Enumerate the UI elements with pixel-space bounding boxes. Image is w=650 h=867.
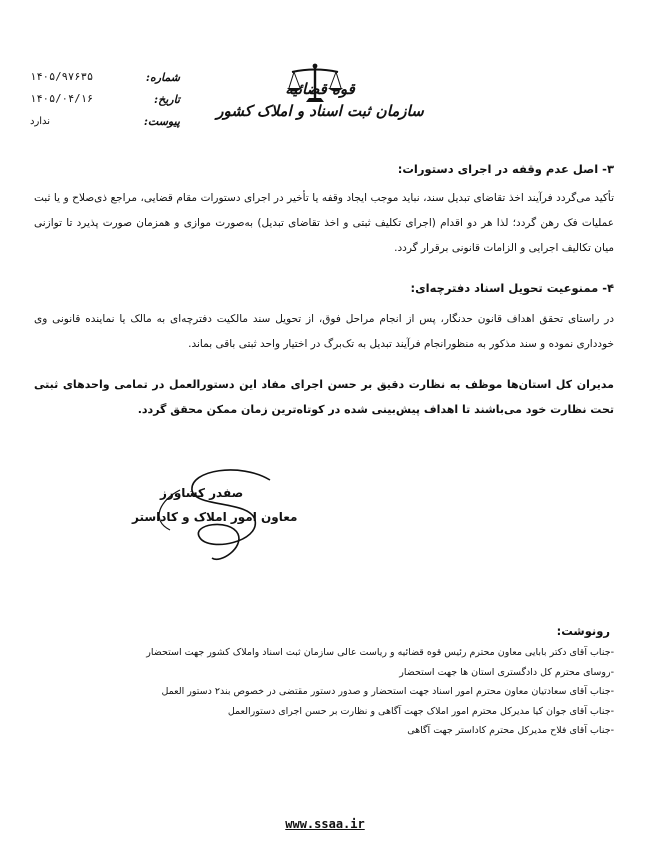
letter-date-label: تاریخ: bbox=[154, 92, 180, 106]
copy-item: -جناب آقای فلاح مدیرکل محترم کاداستر جهت آگاهی bbox=[407, 725, 614, 736]
letter-meta bbox=[30, 66, 180, 132]
letter-attachment-label: پیوست: bbox=[143, 114, 180, 128]
letter-number-label: شماره: bbox=[145, 70, 180, 84]
letter-number: ۱۴۰۵/۹۷۶۳۵ bbox=[30, 71, 94, 83]
copies-title: رونوشت: bbox=[556, 624, 610, 638]
letter-attachment: ندارد bbox=[30, 115, 51, 127]
meta-attachment-row bbox=[30, 110, 180, 132]
organization-header bbox=[200, 80, 440, 120]
footer-website[interactable]: www.ssaa.ir bbox=[285, 817, 365, 831]
meta-number-row bbox=[30, 66, 180, 88]
copy-item: -روسای محترم کل دادگستری استان ها جهت استحضار bbox=[399, 666, 614, 678]
section-3-body: تأکید می‌گردد فرآیند اخذ تقاضای تبدیل سند، نباید موجب ایجاد وقفه یا تأخیر در اجرای دستورات مقام قضایی، مراجع ذی‌صلاح و یا ثبت عملیات فک رهن گردد؛ لذا هر دو اقدام (اجرای تکلیف ثبتی و اخذ تقاضای تبدیل) به‌صورت موازی و همزمان صورت پذیرد تا توازنی میان تکالیف اجرایی و الزامات قانونی برقرار گردد. bbox=[34, 192, 614, 254]
section-4-body: در راستای تحقق اهداف قانون حدنگار، پس از انجام مراحل فوق، از تحویل سند مالکیت دفترچه‌ای به مالک یا نماینده قانونی وی خودداری نموده و سند مذکور به منظورانجام فرآیند تبدیل به تک‌برگ در اختیار واحد ثبتی باقی بماند. bbox=[34, 313, 614, 350]
signature-block bbox=[120, 460, 320, 570]
section-4-title: ۴- ممنوعیت تحویل اسناد دفترچه‌ای: bbox=[410, 281, 614, 295]
copy-item: -جناب آقای دکتر بابایی معاون محترم رئیس قوه قضائیه و ریاست عالی سازمان ثبت اسناد واملاک کشور جهت استحضار bbox=[146, 647, 614, 658]
copy-item: -جناب آقای جوان کیا مدیرکل محترم امور املاک جهت آگاهی و نظارت بر حسن اجرای دستورالعمل bbox=[227, 705, 614, 717]
closing-paragraph: مدیران کل استان‌ها موظف به نظارت دقیق بر حسن اجرای مفاد این دستورالعمل در تمامی واحدهای ثبتی تحت نظارت خود می‌باشند تا اهداف پیش‌بینی شده در کوتاه‌ترین زمان ممکن محقق گردد. bbox=[34, 378, 614, 416]
copies-list bbox=[54, 643, 614, 741]
org-name: قوه قضائیه bbox=[285, 80, 355, 98]
meta-date-row bbox=[30, 88, 180, 110]
org-subtitle: سازمان ثبت اسناد و املاک کشور bbox=[216, 102, 424, 120]
signatory-title: معاون امور املاک و کاداستر bbox=[132, 510, 298, 524]
signatory-name: صفدر کشاورز bbox=[160, 486, 244, 500]
section-3-title: ۳- اصل عدم وقفه در اجرای دستورات: bbox=[397, 162, 614, 176]
letter-date: ۱۴۰۵/۰۴/۱۶ bbox=[30, 93, 94, 105]
copy-item: -جناب آقای سعادتیان معاون محترم امور اسناد جهت استحضار و صدور دستور مقتضی در خصوص بند۲ دستور العمل bbox=[161, 686, 614, 697]
